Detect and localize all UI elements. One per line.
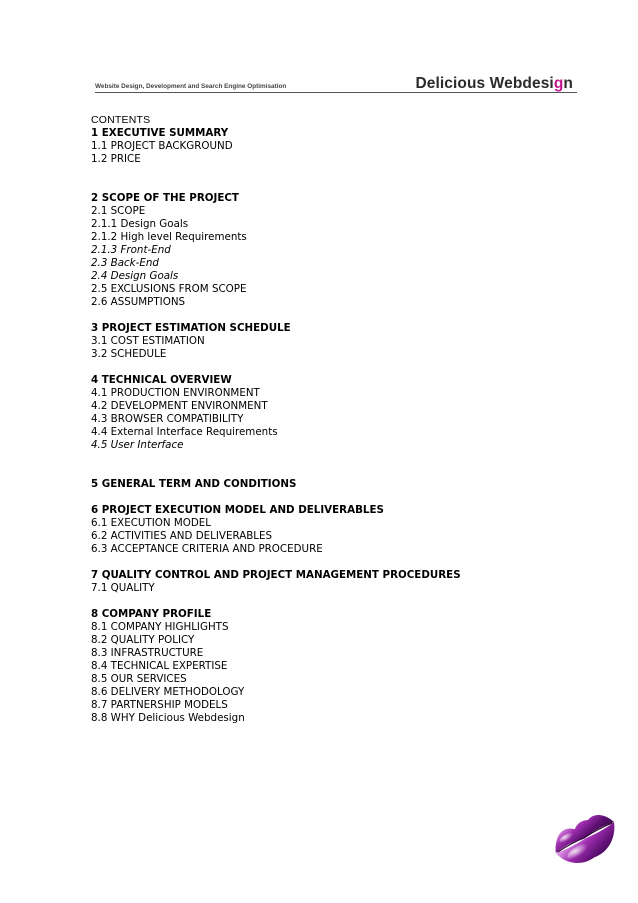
- logo-text-end: n: [563, 75, 573, 92]
- toc-item: 8.3 INFRASTRUCTURE: [91, 647, 204, 659]
- toc-section-title: 3 PROJECT ESTIMATION SCHEDULE: [91, 322, 291, 334]
- toc-item: 2.1.1 Design Goals: [91, 218, 189, 230]
- toc-item: 4.4 External Interface Requirements: [91, 426, 278, 438]
- toc-spacer: [91, 595, 561, 608]
- toc-item: 2.1 SCOPE: [91, 205, 146, 217]
- toc-item: 1.2 PRICE: [91, 153, 141, 165]
- lips-logo-icon: [546, 806, 622, 870]
- toc-section-title: 2 SCOPE OF THE PROJECT: [91, 192, 239, 204]
- toc-spacer: [91, 361, 561, 374]
- toc-item: 2.3 Back-End: [91, 257, 159, 269]
- toc-section-title: 6 PROJECT EXECUTION MODEL AND DELIVERABLES: [91, 504, 384, 516]
- toc-spacer: [91, 491, 561, 504]
- toc-item: 8.1 COMPANY HIGHLIGHTS: [91, 621, 229, 633]
- toc-item: 2.1.3 Front-End: [91, 244, 171, 256]
- toc-item: 7.1 QUALITY: [91, 582, 155, 594]
- toc-item: 8.7 PARTNERSHIP MODELS: [91, 699, 228, 711]
- toc-item: 6.1 EXECUTION MODEL: [91, 517, 212, 529]
- logo-text-accent: g: [553, 75, 564, 92]
- brand-logo: [415, 75, 573, 93]
- toc-item: 4.2 DEVELOPMENT ENVIRONMENT: [91, 400, 268, 412]
- toc-item: 8.5 OUR SERVICES: [91, 673, 187, 685]
- toc-spacer: [91, 452, 561, 465]
- toc-spacer: [91, 179, 561, 192]
- header-tagline: Website Design, Development and Search Engine Optimisation: [95, 83, 287, 90]
- toc-item: 8.6 DELIVERY METHODOLOGY: [91, 686, 245, 698]
- toc-section-title: 1 EXECUTIVE SUMMARY: [91, 127, 229, 139]
- toc-section-title: 7 QUALITY CONTROL AND PROJECT MANAGEMENT PROCEDURES: [91, 569, 461, 581]
- table-of-contents: [91, 127, 561, 725]
- toc-section-title: 4 TECHNICAL OVERVIEW: [91, 374, 232, 386]
- toc-item: 8.8 WHY Delicious Webdesign: [91, 712, 245, 724]
- toc-item: 4.3 BROWSER COMPATIBILITY: [91, 413, 244, 425]
- toc-item: 4.5 User Interface: [91, 439, 184, 451]
- toc-section-title: 8 COMPANY PROFILE: [91, 608, 212, 620]
- header-divider: [95, 92, 577, 93]
- toc-item: 6.2 ACTIVITIES AND DELIVERABLES: [91, 530, 273, 542]
- toc-item: 2.1.2 High level Requirements: [91, 231, 247, 243]
- contents-heading: CONTENTS: [91, 114, 151, 126]
- toc-item: 2.6 ASSUMPTIONS: [91, 296, 186, 308]
- toc-item: 8.2 QUALITY POLICY: [91, 634, 195, 646]
- toc-spacer: [91, 465, 561, 478]
- logo-text-main: Delicious Webdesi: [415, 75, 554, 92]
- toc-item: 2.5 EXCLUSIONS FROM SCOPE: [91, 283, 247, 295]
- toc-item: 8.4 TECHNICAL EXPERTISE: [91, 660, 228, 672]
- toc-item: 3.2 SCHEDULE: [91, 348, 167, 360]
- toc-item: 3.1 COST ESTIMATION: [91, 335, 205, 347]
- toc-item: 6.3 ACCEPTANCE CRITERIA AND PROCEDURE: [91, 543, 323, 555]
- page-header: [95, 74, 577, 96]
- toc-item: 1.1 PROJECT BACKGROUND: [91, 140, 233, 152]
- toc-item: 4.1 PRODUCTION ENVIRONMENT: [91, 387, 260, 399]
- toc-spacer: [91, 556, 561, 569]
- toc-item: 2.4 Design Goals: [91, 270, 179, 282]
- toc-spacer: [91, 309, 561, 322]
- toc-section-title: 5 GENERAL TERM AND CONDITIONS: [91, 478, 297, 490]
- toc-spacer: [91, 166, 561, 179]
